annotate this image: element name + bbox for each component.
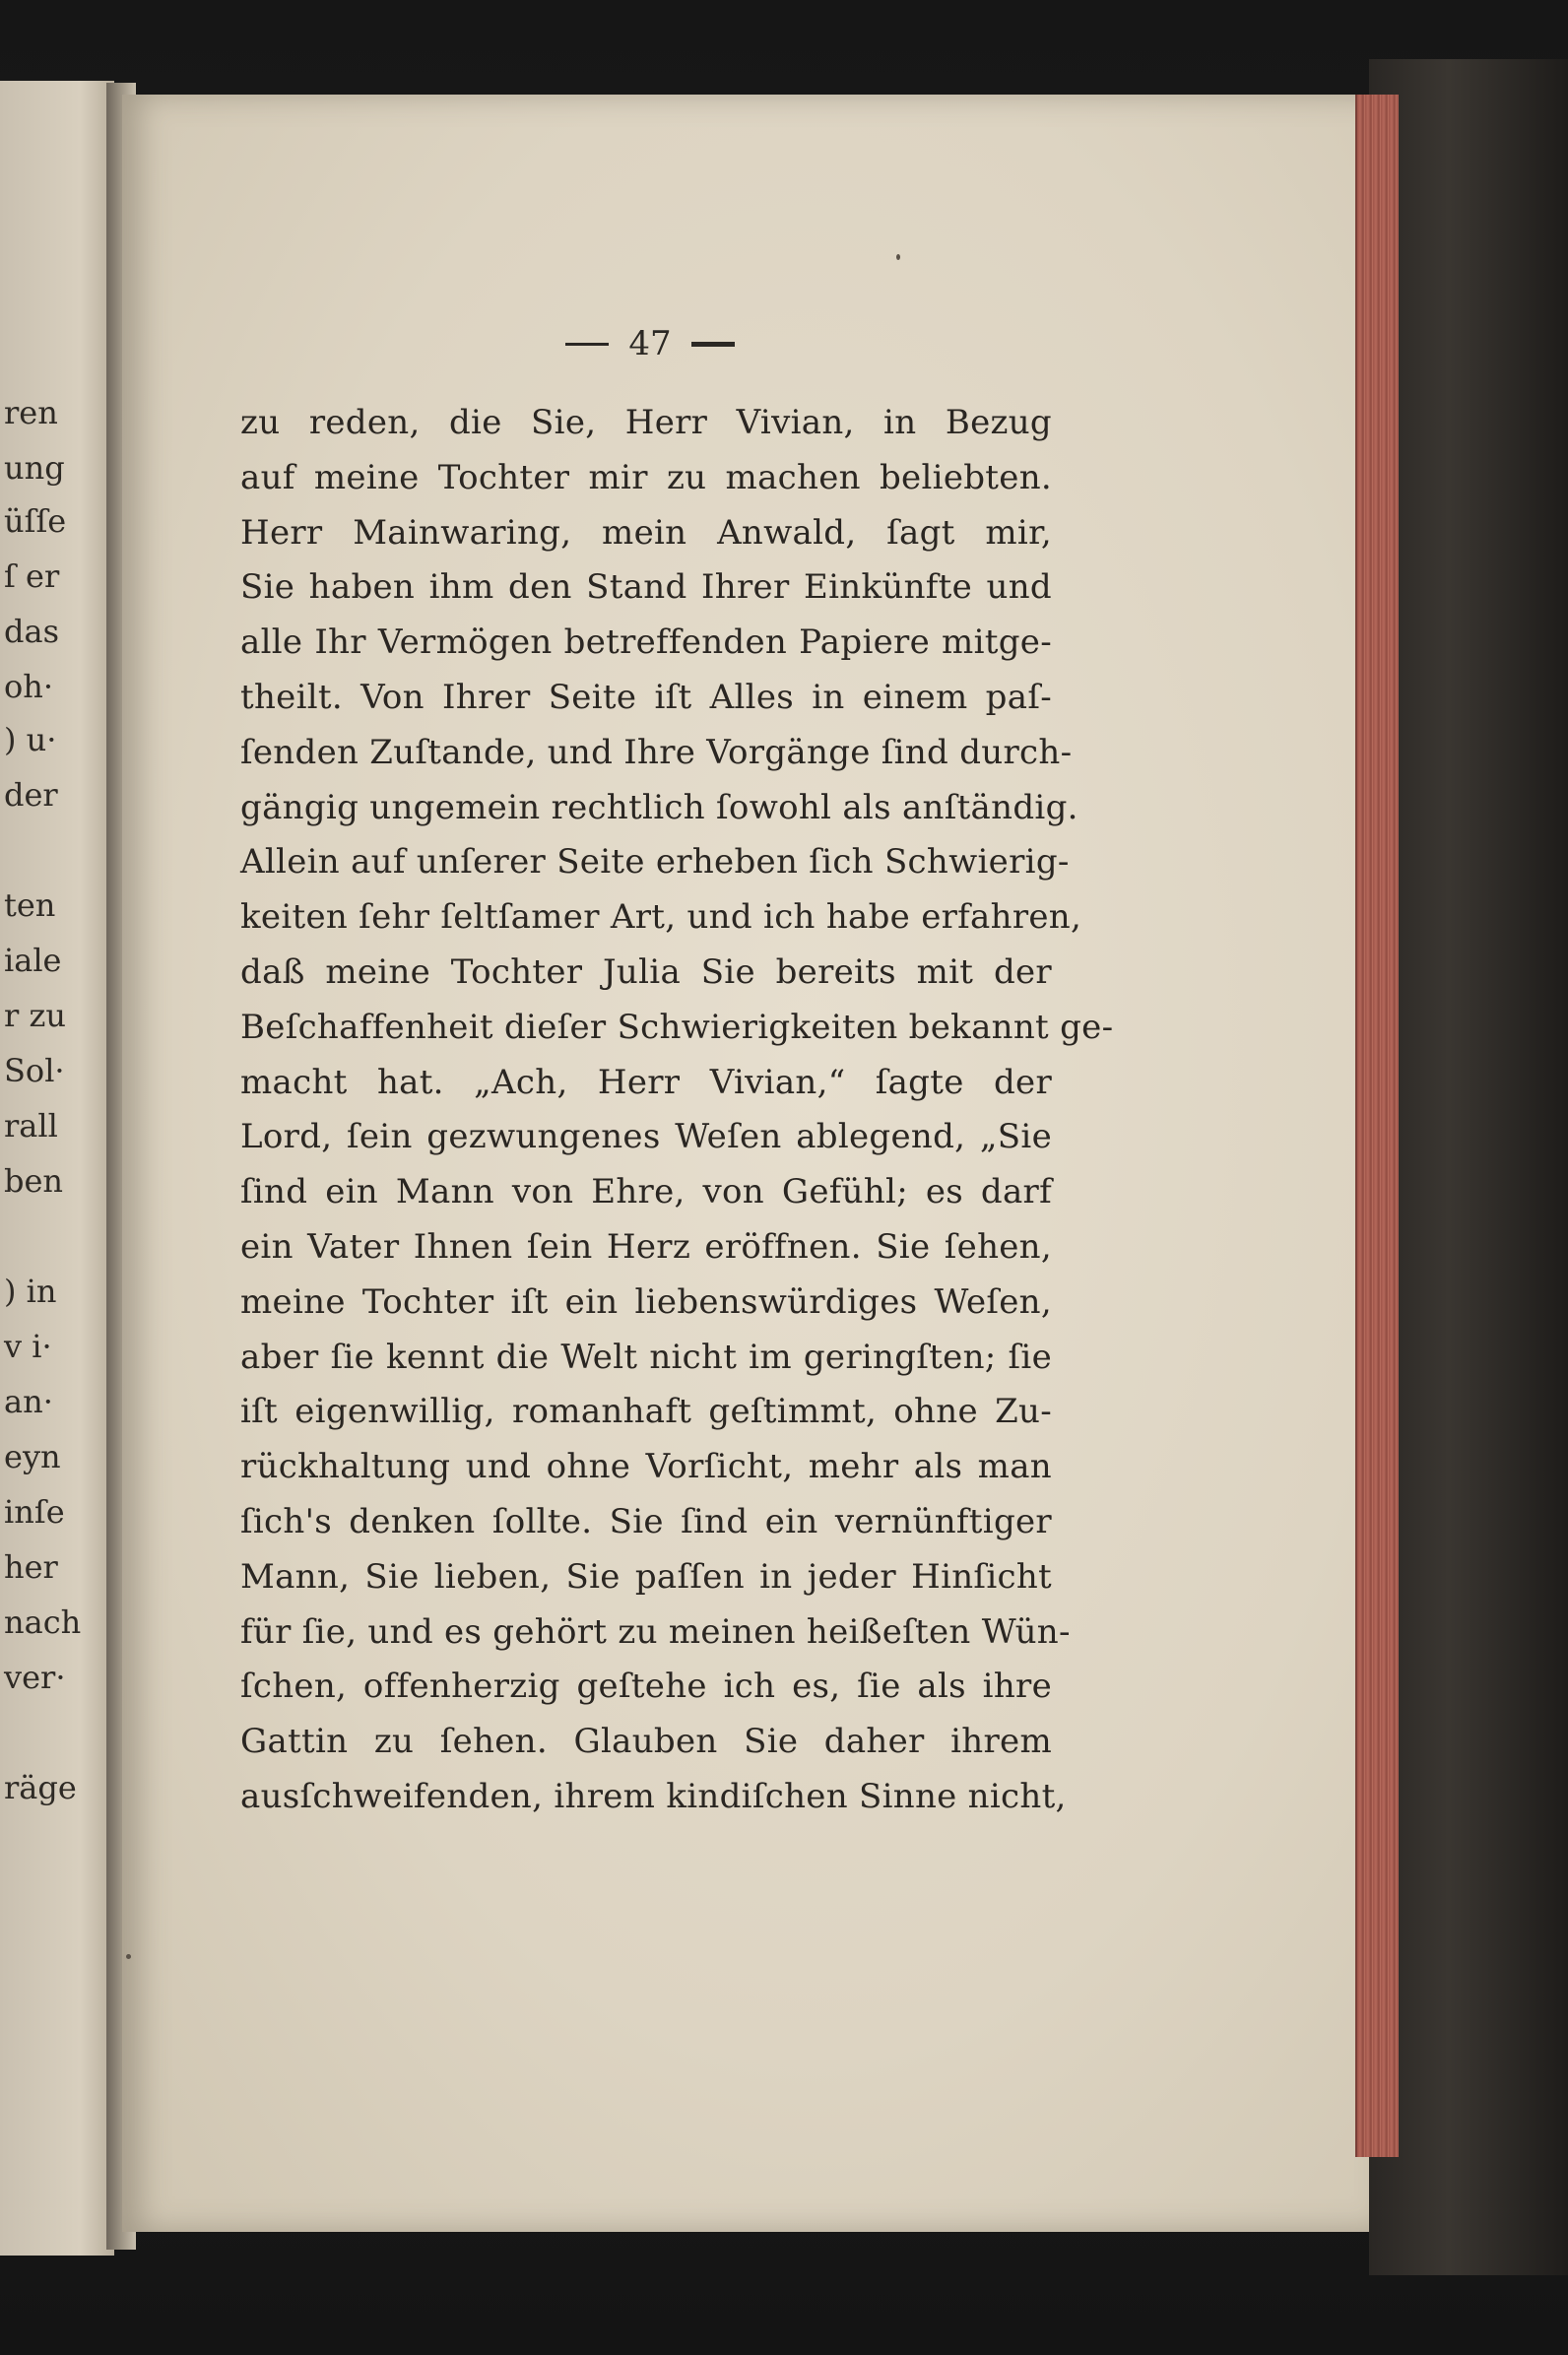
text-line: ausſchweifenden, ihrem kindiſchen Sinne nicht,: [240, 1776, 1067, 1816]
paper-speck: [896, 254, 900, 260]
text-line: Lord, ſein gezwungenes Weſen ablegend, „Sie: [240, 1117, 1052, 1157]
text-line: aber ſie kennt die Welt nicht im geringſten; ſie: [240, 1337, 1052, 1377]
text-line: Mann, Sie lieben, Sie paſſen in jeder Hinſicht: [240, 1556, 1052, 1597]
page-number-dash-left: [565, 343, 609, 346]
left-fragment: Sol·: [4, 1052, 65, 1089]
left-fragment: ben: [4, 1162, 64, 1200]
text-line: daß meine Tochter Julia Sie bereits mit der: [240, 951, 1052, 992]
left-fragment: an·: [4, 1383, 53, 1420]
left-fragment: üſſe: [4, 502, 67, 540]
left-fragment: ) in: [4, 1273, 57, 1310]
text-line: ein Vater Ihnen ſein Herz eröffnen. Sie ſehen,: [240, 1226, 1052, 1267]
text-line: theilt. Von Ihrer Seite iſt Alles in einem paſ-: [240, 677, 1052, 717]
page-edge-red: [1355, 95, 1399, 2157]
paper-speck: [126, 1954, 131, 1959]
left-fragment: r zu: [4, 997, 66, 1034]
text-line: keiten ſehr ſeltſamer Art, und ich habe erfahren,: [240, 897, 1082, 938]
text-line: Gattin zu ſehen. Glauben Sie daher ihrem: [240, 1722, 1052, 1762]
left-fragment: rall: [4, 1107, 58, 1145]
left-fragment: oh·: [4, 668, 54, 705]
text-line: ſenden Zuſtande, und Ihre Vorgänge ſind durch-: [240, 732, 1073, 772]
book-cover-edge: [1369, 59, 1568, 2275]
text-line: Herr Mainwaring, mein Anwald, ſagt mir,: [240, 512, 1052, 553]
text-line: Sie haben ihm den Stand Ihrer Einkünfte und: [240, 567, 1052, 608]
page-number-dash-right: [691, 342, 735, 347]
text-line: ſchen, offenherzig geſtehe ich es, ſie als ihre: [240, 1667, 1052, 1707]
text-line: macht hat. „Ach, Herr Vivian,“ ſagte der: [240, 1062, 1052, 1102]
text-line: rückhaltung und ohne Vorſicht, mehr als man: [240, 1447, 1052, 1487]
left-page-strip: [0, 81, 114, 2256]
left-fragment: ung: [4, 449, 65, 487]
left-fragment: ten: [4, 886, 56, 924]
text-line: gängig ungemein rechtlich ſowohl als anſtändig.: [240, 787, 1078, 827]
left-fragment: der: [4, 776, 58, 814]
text-line: alle Ihr Vermögen betreffenden Papiere mitge-: [240, 622, 1052, 663]
text-line: iſt eigenwillig, romanhaft geſtimmt, ohne Zu-: [240, 1392, 1052, 1432]
text-line: zu reden, die Sie, Herr Vivian, in Bezug: [240, 403, 1052, 442]
text-line: auf meine Tochter mir zu machen beliebten.: [240, 457, 1052, 497]
left-fragment: räge: [4, 1769, 77, 1806]
left-fragment: iale: [4, 942, 62, 979]
page-number-value: 47: [628, 324, 672, 363]
left-fragment: das: [4, 613, 59, 650]
left-fragment: ) u·: [4, 721, 57, 758]
left-fragment: ren: [4, 394, 58, 431]
page-number: [542, 322, 758, 371]
left-fragment: ver·: [4, 1659, 66, 1696]
left-fragment: inſe: [4, 1493, 65, 1531]
left-fragment: nach: [4, 1603, 82, 1641]
text-line: ſich's denken ſollte. Sie ſind ein vernünftiger: [240, 1501, 1052, 1541]
text-line: für ſie, und es gehört zu meinen heißeſten Wün-: [240, 1611, 1071, 1652]
body-text: [240, 396, 1114, 1825]
left-fragment: her: [4, 1548, 58, 1586]
left-fragment: ſ er: [4, 557, 60, 595]
text-line: Allein auf unſerer Seite erheben ſich Schwierig-: [240, 842, 1070, 883]
text-line: ſind ein Mann von Ehre, von Gefühl; es darf: [240, 1172, 1052, 1212]
text-line: Beſchaffenheit dieſer Schwierigkeiten bekannt ge-: [240, 1007, 1114, 1047]
left-fragment: eyn: [4, 1438, 61, 1475]
left-fragment: v i·: [4, 1328, 52, 1365]
text-line: meine Tochter iſt ein liebenswürdiges Weſen,: [240, 1281, 1052, 1322]
